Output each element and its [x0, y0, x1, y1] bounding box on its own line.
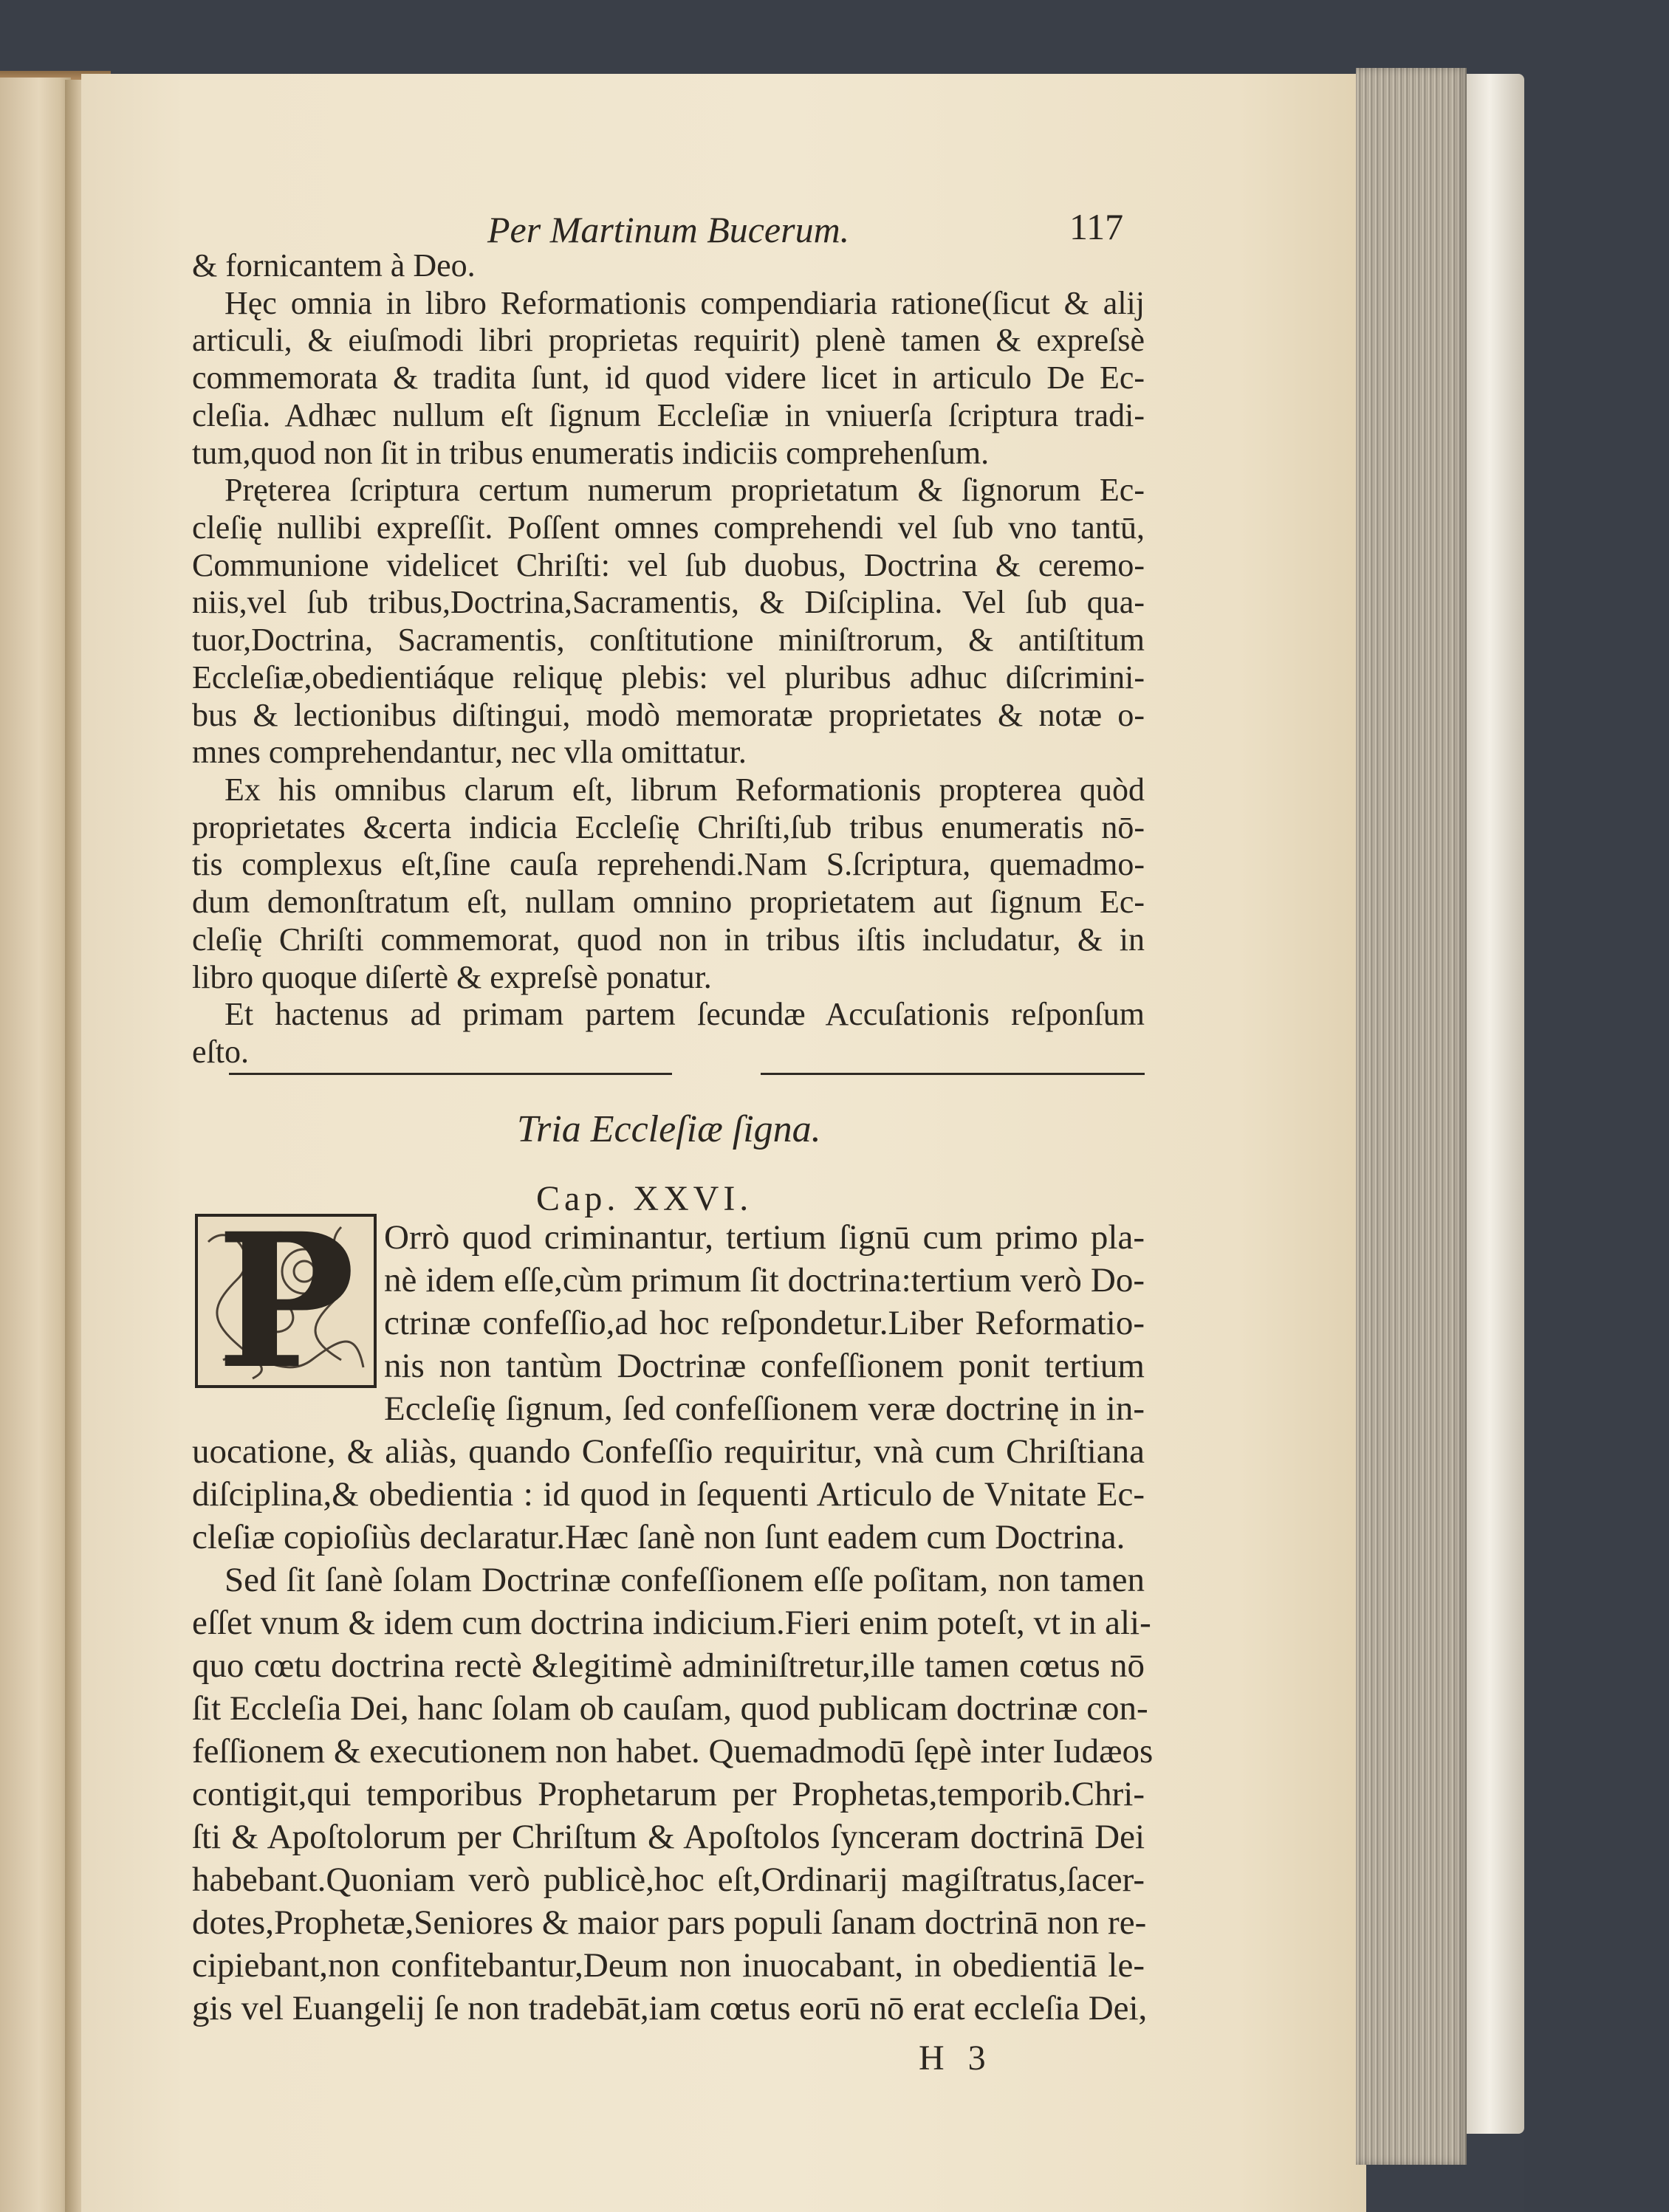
running-head: Per Martinum Bucerum. [487, 209, 850, 250]
chapter-heading: Cap. XXVI. [536, 1179, 753, 1218]
text-line: cleſia. Adhæc nullum eſt ſignum Eccleſiæ in vniuerſa ſcriptura tradi- [192, 397, 1145, 433]
text-line: Eccleſię ſignum, ſed confeſſionem veræ doctrinę in in- [384, 1390, 1145, 1428]
divider-rule-left [229, 1073, 672, 1075]
decorated-initial [193, 1192, 378, 1409]
text-line: nè idem eſſe,cùm primum ſit doctrina:tertium verò Do- [384, 1261, 1145, 1299]
text-line: & fornicantem à Deo. [192, 247, 476, 284]
section-title: Tria Eccleſiæ ſigna. [517, 1108, 821, 1150]
background-right [1524, 0, 1669, 2212]
text-line: Hęc omnia in libro Reformationis compendiaria ratione(ſicut & alij [225, 285, 1145, 321]
divider-rule-right [761, 1073, 1145, 1075]
text-line: ctrinæ confeſſio,ad hoc reſpondetur.Liber Reformatio- [384, 1304, 1145, 1342]
text-line: Pręterea ſcriptura certum numerum proprietatum & ſignorum Ec- [225, 472, 1145, 508]
initial-letter: P [216, 1192, 355, 1409]
text-line: tis complexus eſt,ſine cauſa reprehendi.Nam S.ſcriptura, quemadmo- [192, 846, 1145, 882]
text-line: niis,vel ſub tribus,Doctrina,Sacramentis, & Diſciplina. Vel ſub qua- [192, 584, 1145, 620]
page-number: 117 [1069, 206, 1124, 247]
text-line: Ex his omnibus clarum eſt, librum Reformationis propterea quòd [225, 772, 1145, 808]
text-line: proprietates &certa indicia Eccleſię Chriſti,ſub tribus enumeratis nō- [192, 809, 1145, 845]
text-line: tum,quod non ſit in tribus enumeratis indiciis comprehenſum. [192, 435, 990, 471]
page-edges [1356, 68, 1467, 2165]
text-line: habebant.Quoniam verò publicè,hoc eſt,Ordinarij magiſtratus,ſacer- [192, 1861, 1145, 1899]
text-line: Et hactenus ad primam partem ſecundæ Accuſationis reſponſum [225, 996, 1145, 1032]
text-line: cleſiæ copioſiùs declaratur.Hæc ſanè non ſunt eadem cum Doctrina. [192, 1518, 1125, 1556]
text-line: libro quoque diſertè & expreſsè ponatur. [192, 959, 712, 995]
signature-mark: H 3 [919, 2038, 993, 2078]
facing-page-edge [0, 78, 71, 2212]
text-line: diſciplina,& obedientia : id quod in ſequenti Articulo de Vnitate Ec- [192, 1475, 1145, 1514]
text-line: eſto. [192, 1034, 249, 1070]
text-line: gis vel Euangelij ſe non tradebāt,iam cœtus eorū nō erat eccleſia Dei, [192, 1989, 1148, 2027]
text-line: Eccleſiæ,obedientiáque reliquę plebis: vel pluribus adhuc diſcrimini- [192, 659, 1145, 695]
text-line: nis non tantùm Doctrinæ confeſſionem ponit tertium [384, 1347, 1145, 1385]
text-line: ſit Eccleſia Dei, hanc ſolam ob cauſam, quod publicam doctrinæ con- [192, 1689, 1148, 1728]
text-line: cleſię nullibi expreſſit. Poſſent omnes comprehendi vel ſub vno tantū, [192, 509, 1145, 546]
text-line: eſſet vnum & idem cum doctrina indicium.Fieri enim poteſt, vt in ali- [192, 1604, 1151, 1642]
text-line: Orrò quod criminantur, tertium ſignū cum primo pla- [384, 1218, 1145, 1257]
text-line: dotes,Prophetæ,Seniores & maior pars populi ſanam doctrinā non re- [192, 1903, 1147, 1942]
text-line: cleſię Chriſti commemorat, quod non in tribus iſtis includatur, & in [192, 921, 1145, 958]
text-line: commemorata & tradita ſunt, id quod videre licet in articulo De Ec- [192, 360, 1145, 396]
text-line: dum demonſtratum eſt, nullam omnino proprietatem aut ſignum Ec- [192, 884, 1145, 920]
text-line: tuor,Doctrina, Sacramentis, conſtitutione miniſtrorum, & antiſtitum [192, 622, 1145, 658]
cover-edge [1467, 74, 1524, 2134]
text-line: quo cœtu doctrina rectè &legitimè adminiſtretur,ille tamen cœtus nō [192, 1646, 1145, 1685]
text-line: feſſionem & executionem non habet. Quemadmodū ſępè inter Iudæos [192, 1732, 1154, 1770]
text-line: articuli, & eiuſmodi libri proprietas requirit) plenè tamen & expreſsè [192, 322, 1145, 358]
text-line: bus & lectionibus diſtingui, modò memoratæ proprietates & notæ o- [192, 697, 1145, 733]
text-line: mnes comprehendantur, nec vlla omittatur. [192, 734, 747, 770]
text-line: Sed ſit ſanè ſolam Doctrinæ confeſſionem eſſe poſitam, non tamen [225, 1561, 1145, 1599]
text-line: Communione videlicet Chriſti: vel ſub duobus, Doctrina & ceremo- [192, 547, 1145, 583]
text-line: contigit,qui temporibus Prophetarum per Prophetas,temporib.Chri- [192, 1775, 1145, 1813]
text-line: cipiebant,non confitebantur,Deum non inuocabant, in obedientiā le- [192, 1946, 1145, 1985]
text-line: ſti & Apoſtolorum per Chriſtum & Apoſtolos ſynceram doctrinā Dei [192, 1818, 1145, 1856]
text-line: uocatione, & aliàs, quando Confeſſio requiritur, vnà cum Chriſtiana [192, 1432, 1145, 1471]
